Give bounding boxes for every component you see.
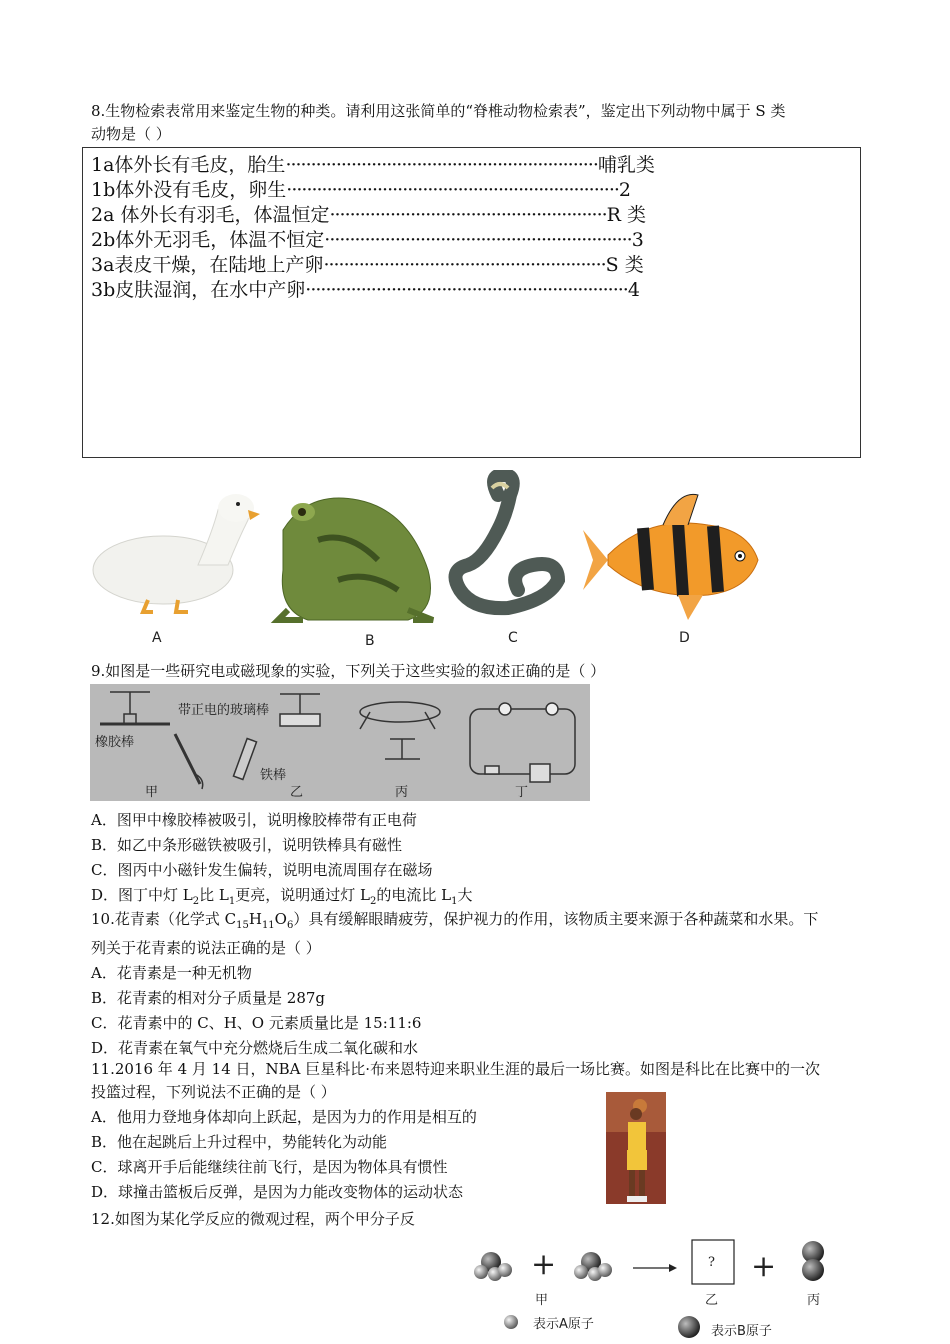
label-yi: 乙 bbox=[705, 1293, 719, 1308]
label-bing: 丙 bbox=[807, 1293, 821, 1308]
leader-dots: ························································ bbox=[323, 254, 606, 276]
q11-block bbox=[91, 1058, 871, 1204]
legend-atom-a-icon bbox=[504, 1315, 518, 1329]
q11-stem-line1: 11.2016 年 4 月 14 日，NBA 巨星科比·布来恩特迎来职业生涯的最后一场比赛。如图是科比在比赛中的一次 bbox=[91, 1060, 821, 1078]
molecule-jia-2 bbox=[574, 1252, 612, 1281]
molecule-jia-1 bbox=[474, 1252, 512, 1281]
q9-experiment-figure bbox=[90, 684, 590, 801]
label-yi: 乙 bbox=[290, 785, 304, 800]
q11-stem-line2: 投篮过程，下列说法不正确的是（ ） bbox=[91, 1083, 336, 1101]
q11-option-b: B．他在起跳后上升过程中，势能转化为动能 bbox=[91, 1133, 388, 1151]
leader-dots: ······························································ bbox=[285, 154, 598, 176]
q9-options bbox=[91, 808, 472, 913]
molecule-bing bbox=[802, 1241, 824, 1281]
key-row-1b: 1b体外没有毛皮，卵生··································································2 bbox=[91, 179, 631, 201]
label-bing: 丙 bbox=[395, 785, 409, 800]
animal-pictures bbox=[88, 470, 768, 650]
frog-image bbox=[278, 498, 433, 620]
q9-option-b: B．如乙中条形磁铁被吸引，说明铁棒具有磁性 bbox=[91, 836, 403, 854]
reaction-arrow bbox=[633, 1264, 677, 1272]
q11-option-a: A．他用力登地身体却向上跃起，是因为力的作用是相互的 bbox=[91, 1108, 477, 1126]
label-glass: 带正电的玻璃棒 bbox=[178, 703, 270, 718]
q8-stem-line1: 8.生物检索表常用来鉴定生物的种类。请利用这张简单的“脊椎动物检索表”，鉴定出下列动物中属于 S 类 bbox=[91, 102, 786, 120]
leader-dots: ································································ bbox=[305, 279, 628, 301]
q11-option-d: D．球撞击篮板后反弹，是因为力能改变物体的运动状态 bbox=[91, 1183, 464, 1201]
q10-block bbox=[91, 908, 871, 1060]
plus-sign-1: + bbox=[531, 1247, 557, 1282]
dichotomous-key-table bbox=[82, 147, 861, 458]
label-ding: 丁 bbox=[515, 785, 529, 800]
basketball-player-photo bbox=[606, 1092, 666, 1204]
unknown-mark: ? bbox=[708, 1255, 715, 1270]
legend-atom-b-icon bbox=[678, 1316, 700, 1338]
q10-option-a: A．花青素是一种无机物 bbox=[91, 964, 252, 982]
leader-dots: ·································································· bbox=[286, 179, 619, 201]
key-row-1a: 1a体外长有毛皮，胎生······························································哺乳类 bbox=[91, 154, 655, 176]
legend-atom-a: 表示A原子 bbox=[533, 1317, 594, 1332]
q12-stem: 12.如图为某化学反应的微观过程，两个甲分子反 bbox=[91, 1210, 415, 1228]
label-iron: 铁棒 bbox=[260, 768, 287, 783]
q9-stem: 9.如图是一些研究电或磁现象的实验，下列关于这些实验的叙述正确的是（ ） bbox=[91, 662, 606, 680]
q10-option-b: B．花青素的相对分子质量是 287g bbox=[91, 989, 326, 1007]
key-row-3a: 3a表皮干燥，在陆地上产卵························································S 类 bbox=[91, 254, 644, 276]
q9-option-d: D．图丁中灯 $L_2$比 $L_1$更亮，说明通过灯 $L_2$的电流比 $L_1$大 bbox=[91, 886, 473, 907]
label-jia: 甲 bbox=[145, 785, 159, 800]
label-rubber: 橡胶棒 bbox=[95, 735, 135, 750]
key-row-2a: 2a 体外长有羽毛，体温恒定·······················································R 类 bbox=[91, 204, 647, 226]
animal-label-a: A bbox=[152, 630, 162, 646]
q8-stem bbox=[91, 100, 871, 146]
leader-dots: ······················································· bbox=[329, 204, 607, 226]
snake-image bbox=[456, 475, 559, 608]
experiment-drawings bbox=[90, 684, 590, 801]
q10-stem-line1: 10.花青素（化学式 $C_{15}H_{11}O_6$）具有缓解眼睛疲劳，保护视力的作用，该物质主要来源于各种蔬菜和水果。下 bbox=[91, 910, 819, 931]
q10-option-c: C．花青素中的 C、H、O 元素质量比是 15:11:6 bbox=[91, 1014, 422, 1032]
q9-option-c: C．图丙中小磁针发生偏转，说明电流周围存在磁场 bbox=[91, 861, 433, 879]
leader-dots: ····························································· bbox=[324, 229, 632, 251]
duck-image bbox=[93, 494, 260, 612]
key-row-3b: 3b皮肤湿润，在水中产卵································································4 bbox=[91, 279, 640, 301]
q12-reaction-diagram bbox=[465, 1234, 845, 1342]
animal-label-d: D bbox=[679, 630, 690, 646]
q9-option-a: A．图甲中橡胶棒被吸引，说明橡胶棒带有正电荷 bbox=[91, 811, 417, 829]
legend-atom-b: 表示B原子 bbox=[711, 1324, 772, 1339]
fish-image bbox=[583, 494, 758, 620]
q10-stem-line2: 列关于花青素的说法正确的是（ ） bbox=[91, 939, 321, 957]
q8-stem-line2: 动物是（ ） bbox=[91, 125, 171, 143]
label-jia: 甲 bbox=[535, 1293, 549, 1308]
plus-sign-2: + bbox=[751, 1249, 777, 1284]
q10-option-d: D．花青素在氧气中充分燃烧后生成二氧化碳和水 bbox=[91, 1039, 419, 1057]
animal-label-b: B bbox=[365, 633, 375, 649]
q11-option-c: C．球离开手后能继续往前飞行，是因为物体具有惯性 bbox=[91, 1158, 448, 1176]
animal-label-c: C bbox=[508, 630, 518, 646]
key-row-2b: 2b体外无羽毛，体温不恒定·····························································3 bbox=[91, 229, 644, 251]
